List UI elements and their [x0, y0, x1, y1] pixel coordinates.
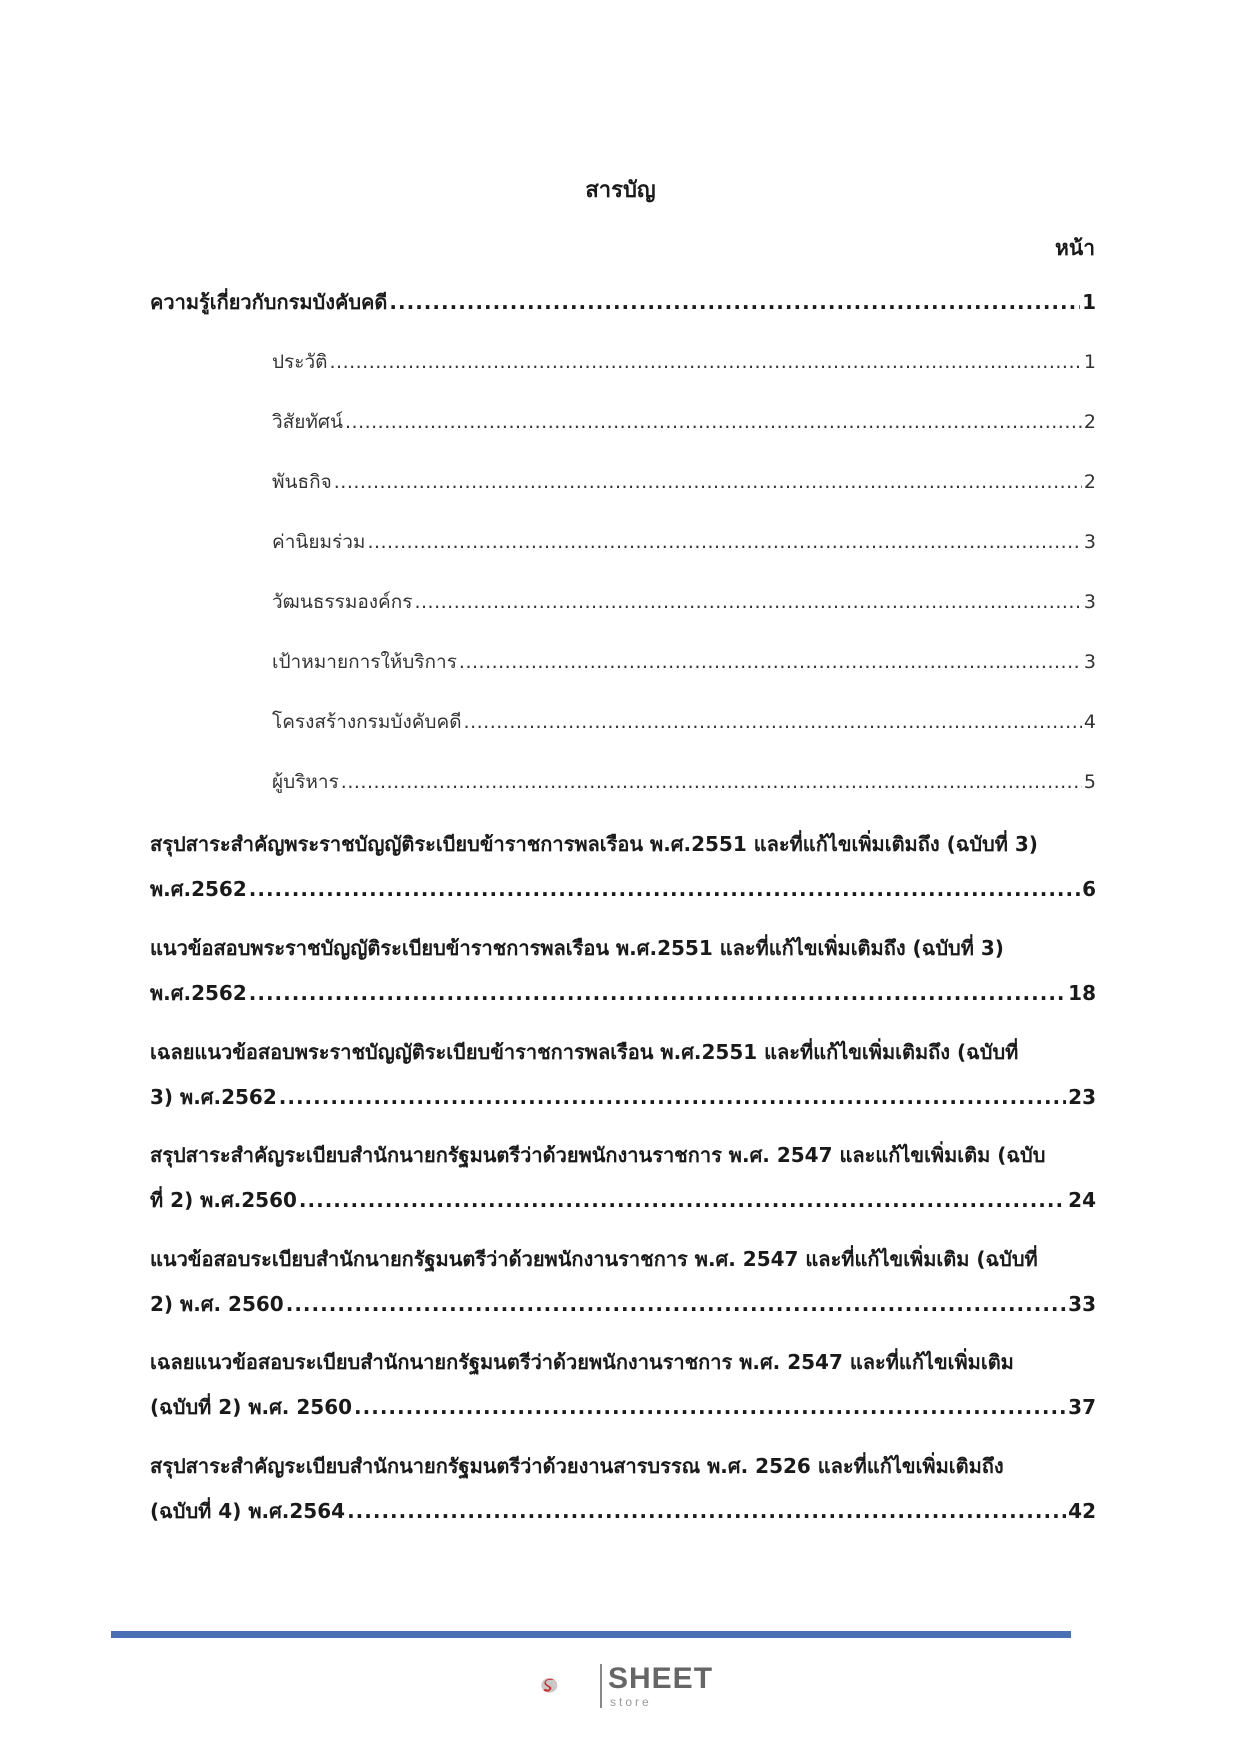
toc-entry-label: ประวัติ — [272, 351, 328, 373]
toc-entry[interactable] — [150, 1497, 1096, 1525]
page-column-header: หน้า — [1055, 236, 1095, 260]
sheet-store-logo-icon — [540, 1658, 600, 1714]
toc-leader-dots — [286, 1290, 1066, 1318]
toc-entry-label: วัฒนธรรมองค์กร — [272, 591, 413, 613]
toc-entry-label: ค่านิยมร่วม — [272, 531, 366, 553]
logo-text: SHEET — [608, 1662, 714, 1695]
toc-entry-label: (ฉบับที่ 2) พ.ศ. 2560 — [150, 1395, 353, 1419]
logo-divider — [600, 1664, 602, 1708]
toc-entry-line1: สรุปสาระสำคัญระเบียบสำนักนายกรัฐมนตรีว่าด้วยพนักงานราชการ พ.ศ. 2547 และแก้ไขเพิ่มเติม (ฉบับ — [150, 1143, 1046, 1167]
toc-entry[interactable] — [150, 1186, 1096, 1214]
toc-entry-page: 18 — [1068, 981, 1096, 1005]
toc-leader-dots — [334, 468, 1082, 496]
toc-entry[interactable] — [150, 1290, 1096, 1318]
toc-entry-page: 5 — [1083, 771, 1096, 793]
toc-entry-page: 1 — [1082, 290, 1096, 314]
toc-entry-page: 1 — [1083, 351, 1096, 373]
toc-leader-dots — [279, 1083, 1066, 1111]
toc-entry-page: 3 — [1083, 531, 1096, 553]
toc-entry-line1: แนวข้อสอบระเบียบสำนักนายกรัฐมนตรีว่าด้วยพนักงานราชการ พ.ศ. 2547 และที่แก้ไขเพิ่มเติม (ฉบับที่ — [150, 1247, 1038, 1271]
toc-entry-label: โครงสร้างกรมบังคับคดี — [272, 711, 462, 733]
toc-entry[interactable] — [150, 1083, 1096, 1111]
toc-entry-label: พันธกิจ — [272, 471, 332, 493]
toc-subentry[interactable] — [272, 588, 1096, 616]
toc-leader-dots — [414, 588, 1081, 616]
toc-entry-page: 3 — [1083, 591, 1096, 613]
toc-entry-line1: สรุปสาระสำคัญพระราชบัญญัติระเบียบข้าราชการพลเรือน พ.ศ.2551 และที่แก้ไขเพิ่มเติมถึง (ฉบับที่ 3) — [150, 832, 1038, 856]
toc-leader-dots — [299, 1186, 1066, 1214]
toc-entry-line1: เฉลยแนวข้อสอบพระราชบัญญัติระเบียบข้าราชการพลเรือน พ.ศ.2551 และที่แก้ไขเพิ่มเติมถึง (ฉบับที่ — [150, 1040, 1019, 1064]
toc-subentry[interactable] — [272, 528, 1096, 556]
toc-leader-dots — [354, 1393, 1066, 1421]
toc-entry-page: 37 — [1068, 1395, 1096, 1419]
toc-entry-label: ผู้บริหาร — [272, 771, 339, 793]
toc-entry-page: 33 — [1068, 1292, 1096, 1316]
toc-entry-page: 23 — [1068, 1085, 1096, 1109]
toc-subentry[interactable] — [272, 348, 1096, 376]
toc-entry-label: พ.ศ.2562 — [150, 877, 247, 901]
toc-entry-line1: แนวข้อสอบพระราชบัญญัติระเบียบข้าราชการพลเรือน พ.ศ.2551 และที่แก้ไขเพิ่มเติมถึง (ฉบับที่ 3) — [150, 936, 1004, 960]
toc-leader-dots — [249, 979, 1066, 1007]
toc-entry[interactable] — [150, 288, 1096, 316]
toc-leader-dots — [347, 1497, 1066, 1525]
toc-leader-dots — [345, 408, 1082, 436]
toc-entry[interactable] — [150, 1393, 1096, 1421]
toc-subentry[interactable] — [272, 708, 1096, 736]
toc-entry-page: 3 — [1083, 651, 1096, 673]
toc-leader-dots — [367, 528, 1081, 556]
toc-leader-dots — [464, 708, 1082, 736]
toc-entry-page: 6 — [1082, 877, 1096, 901]
toc-entry-label: เป้าหมายการให้บริการ — [272, 651, 457, 673]
toc-entry-page: 2 — [1083, 471, 1096, 493]
toc-subentry[interactable] — [272, 768, 1096, 796]
toc-entry-label: 3) พ.ศ.2562 — [150, 1085, 277, 1109]
page-title: สารบัญ — [585, 178, 656, 203]
toc-leader-dots — [389, 288, 1080, 316]
toc-leader-dots — [329, 348, 1081, 376]
toc-entry[interactable] — [150, 875, 1096, 903]
toc-entry-line1: สรุปสาระสำคัญระเบียบสำนักนายกรัฐมนตรีว่าด้วยงานสารบรรณ พ.ศ. 2526 และที่แก้ไขเพิ่มเติมถึง — [150, 1454, 1004, 1478]
toc-subentry[interactable] — [272, 408, 1096, 436]
toc-entry-page: 4 — [1083, 711, 1096, 733]
toc-entry-label: ที่ 2) พ.ศ.2560 — [150, 1188, 297, 1212]
footer-rule — [111, 1631, 1071, 1638]
toc-entry-label: 2) พ.ศ. 2560 — [150, 1292, 284, 1316]
toc-entry-line1: เฉลยแนวข้อสอบระเบียบสำนักนายกรัฐมนตรีว่าด้วยพนักงานราชการ พ.ศ. 2547 และที่แก้ไขเพิ่มเติม — [150, 1350, 1014, 1374]
toc-leader-dots — [249, 875, 1080, 903]
toc-entry-page: 42 — [1068, 1499, 1096, 1523]
toc-entry[interactable] — [150, 979, 1096, 1007]
toc-entry-label: พ.ศ.2562 — [150, 981, 247, 1005]
toc-subentry[interactable] — [272, 648, 1096, 676]
toc-leader-dots — [341, 768, 1082, 796]
toc-entry-page: 24 — [1068, 1188, 1096, 1212]
toc-entry-page: 2 — [1083, 411, 1096, 433]
toc-entry-label: ความรู้เกี่ยวกับกรมบังคับคดี — [150, 290, 388, 314]
toc-leader-dots — [459, 648, 1082, 676]
toc-entry-label: (ฉบับที่ 4) พ.ศ.2564 — [150, 1499, 346, 1523]
toc-subentry[interactable] — [272, 468, 1096, 496]
toc-entry-label: วิสัยทัศน์ — [272, 411, 343, 433]
logo-subtext: store — [610, 1695, 652, 1709]
